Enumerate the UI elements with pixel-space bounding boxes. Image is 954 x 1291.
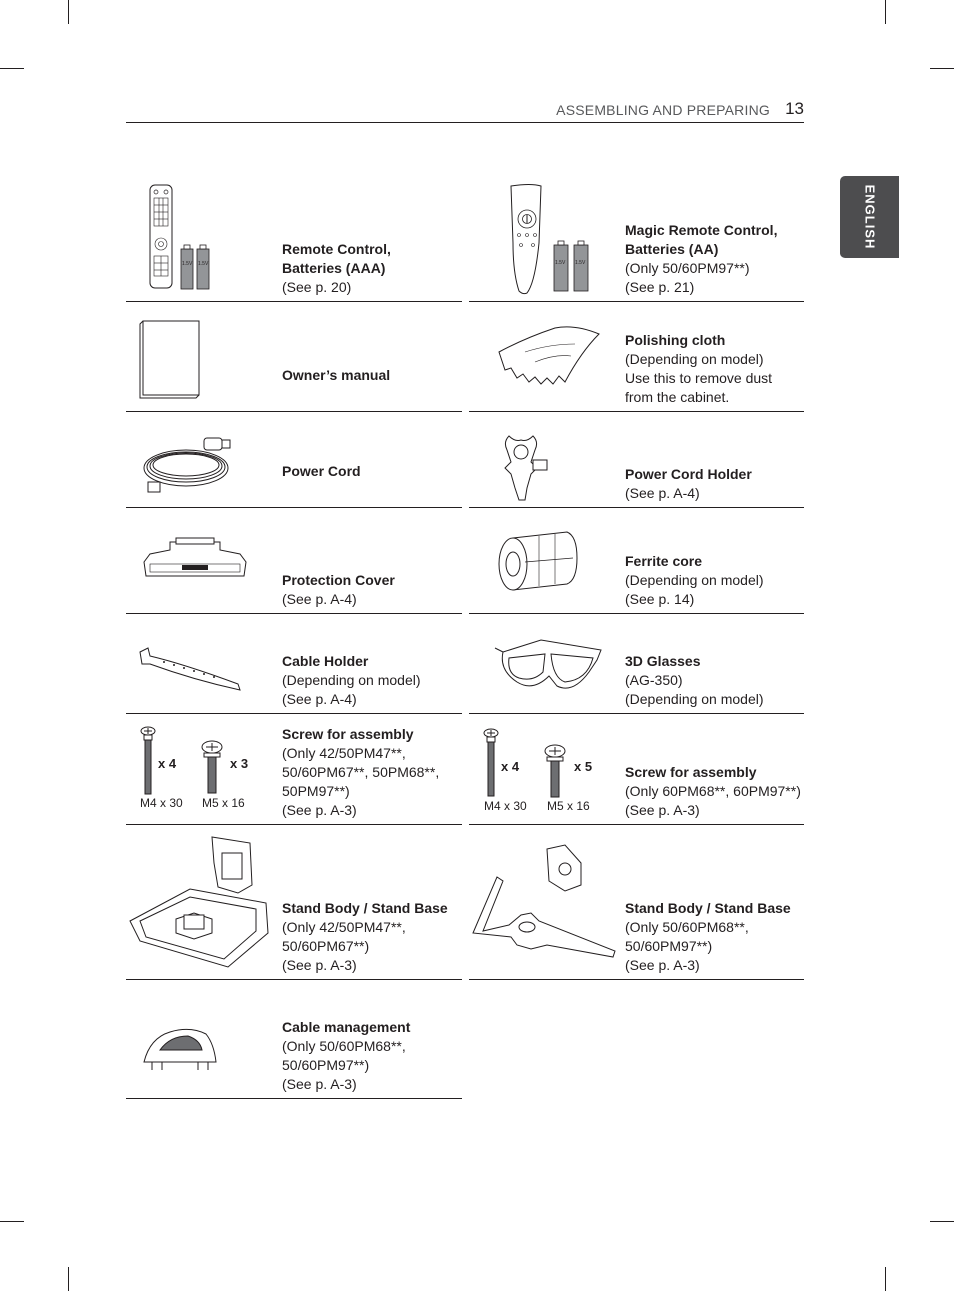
stand-a-illustration [126,833,272,973]
item-stand-body-base-b [469,825,804,980]
magic-remote-illustration [479,183,599,295]
section-title: ASSEMBLING AND PREPARING [556,102,770,118]
item-text [282,462,361,481]
crop-mark [68,1267,69,1291]
item-note: 50PM97**) [282,783,350,799]
item-note: (Depending on model) [625,572,764,588]
polishing-cloth-illustration [495,322,605,392]
item-screw-assembly-b [469,714,804,825]
item-text [625,331,772,407]
item-note: (Depending on model) [625,691,764,707]
item-name: Remote Control, [282,241,391,257]
item-note: from the cabinet. [625,389,730,405]
item-note: (AG-350) [625,672,683,688]
item-note: (See p. A-3) [625,957,700,973]
item-text [625,552,764,609]
item-note: (Only 50/60PM68**, [282,1038,406,1054]
crop-mark [885,0,886,24]
item-name: Stand Body / Stand Base [625,900,791,916]
item-text [625,465,752,503]
screw-size: M5 x 16 [202,796,245,810]
item-text [282,652,421,709]
item-note: (See p. 21) [625,279,695,295]
item-polishing-cloth [469,302,804,412]
item-text [282,725,439,820]
item-note: (See p. A-4) [282,591,357,607]
item-note: (Only 50/60PM68**, [625,919,749,935]
item-magic-remote [469,180,804,302]
item-text [625,652,764,709]
item-name: Cable Holder [282,653,369,669]
screw-size: M4 x 30 [484,799,527,813]
item-note: 50/60PM97**) [282,1057,370,1073]
item-note: (Only 60PM68**, 60PM97**) [625,783,801,799]
item-text [625,763,801,820]
crop-mark [0,68,24,69]
battery-label: 1.5V [555,260,566,266]
item-owners-manual [126,302,462,412]
crop-mark [930,68,954,69]
screw-size: M4 x 30 [140,796,183,810]
screw-m4-icon [481,728,501,798]
item-note: (Only 42/50PM47**, [282,919,406,935]
screw-m4-icon [138,726,158,796]
item-name: Magic Remote Control, [625,222,778,238]
crop-mark [885,1267,886,1291]
item-name: Ferrite core [625,553,703,569]
battery-label: 1.5V [198,261,209,267]
item-text [282,899,448,975]
item-note: (See p. A-3) [282,957,357,973]
item-note: (See p. A-4) [282,691,357,707]
item-note: (See p. 20) [282,279,352,295]
item-protection-cover [126,508,462,614]
crop-mark [0,1221,24,1222]
item-note: (Only 42/50PM47**, [282,745,406,761]
item-note: 50/60PM67**, 50PM68**, [282,764,440,780]
cable-management-illustration [140,1024,220,1074]
item-3d-glasses [469,614,804,714]
3d-glasses-illustration [493,634,607,702]
cable-holder-illustration [134,642,246,692]
item-note: 50/60PM67**) [282,938,370,954]
crop-mark [68,0,69,24]
protection-cover-illustration [140,534,252,584]
item-note: (See p. 14) [625,591,695,607]
item-name: Power Cord Holder [625,466,752,482]
item-note: 50/60PM97**) [625,938,713,954]
screw-m5-icon [543,744,567,800]
power-cord-illustration [140,434,252,500]
remote-control-illustration [136,184,246,290]
language-tab[interactable] [840,176,899,258]
item-name: Protection Cover [282,572,395,588]
item-note: (See p. A-3) [282,802,357,818]
item-screw-assembly-a [126,714,462,825]
item-name: Power Cord [282,463,361,479]
item-name: Polishing cloth [625,332,726,348]
item-name: Stand Body / Stand Base [282,900,448,916]
item-name: Batteries (AAA) [282,260,386,276]
stand-b-illustration [469,841,619,971]
screw-quantity: x 4 [501,759,520,774]
item-text [282,571,395,609]
item-note: (See p. A-3) [282,1076,357,1092]
item-note: (See p. A-4) [625,485,700,501]
manual-illustration [138,320,202,400]
page-header [126,101,804,123]
item-cable-holder [126,614,462,714]
item-cable-management [126,980,462,1099]
item-power-cord-holder [469,412,804,508]
battery-label: 1.5V [182,261,193,267]
item-name: Cable management [282,1019,411,1035]
item-note: (Depending on model) [282,672,421,688]
item-name: Owner’s manual [282,367,391,383]
item-text [282,366,390,385]
item-stand-body-base-a [126,825,462,980]
item-text [625,899,791,975]
crop-mark [930,1221,954,1222]
language-tab-label: ENGLISH [862,184,877,250]
item-remote-control [126,180,462,302]
screw-size: M5 x 16 [547,799,590,813]
item-power-cord [126,412,462,508]
ferrite-core-illustration [495,526,583,596]
cord-holder-illustration [497,432,553,504]
screw-quantity: x 4 [158,756,177,771]
item-note: Use this to remove dust [625,370,773,386]
item-text [625,221,777,297]
item-name: Batteries (AA) [625,241,719,257]
item-text [282,240,391,297]
item-note: (Depending on model) [625,351,764,367]
item-name: Screw for assembly [282,726,414,742]
screw-quantity: x 5 [574,759,593,774]
item-note: (Only 50/60PM97**) [625,260,750,276]
screw-m5-icon [200,740,224,796]
page-number: 13 [785,99,804,118]
item-name: 3D Glasses [625,653,701,669]
battery-label: 1.5V [575,260,586,266]
item-name: Screw for assembly [625,764,757,780]
item-note: (See p. A-3) [625,802,700,818]
item-ferrite-core [469,508,804,614]
screw-quantity: x 3 [230,756,249,771]
item-text [282,1018,410,1094]
